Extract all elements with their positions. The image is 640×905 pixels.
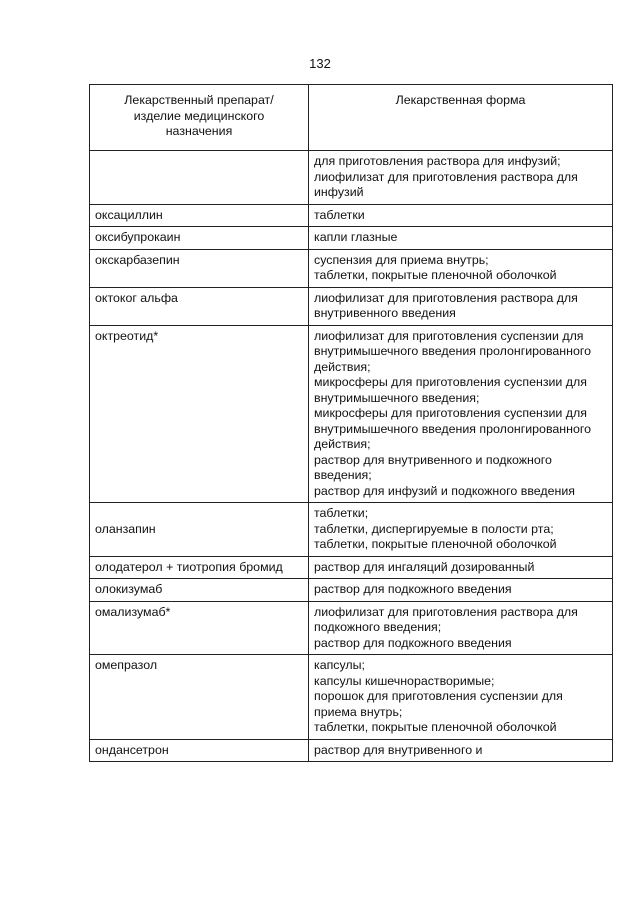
header-form: Лекарственная форма: [309, 85, 613, 151]
drug-name: ондансетрон: [90, 739, 309, 762]
dosage-forms: капли глазные: [309, 227, 613, 250]
table-row: [90, 204, 613, 227]
drug-name: оксибупрокаин: [90, 227, 309, 250]
table-row: [90, 287, 613, 325]
table-row: [90, 579, 613, 602]
table-row: [90, 227, 613, 250]
drug-name: олокизумаб: [90, 579, 309, 602]
table-row: [90, 325, 613, 503]
drug-name: октреотид*: [90, 325, 309, 503]
dosage-forms: раствор для ингаляций дозированный: [309, 556, 613, 579]
drug-forms-table: [89, 84, 613, 762]
table-row: [90, 249, 613, 287]
drug-name: октоког альфа: [90, 287, 309, 325]
table-header-row: [90, 85, 613, 151]
dosage-forms: лиофилизат для приготовления раствора для подкожного введения; раствор для подкожного введения: [309, 601, 613, 655]
table-row: [90, 151, 613, 205]
table-row: [90, 601, 613, 655]
dosage-forms: для приготовления раствора для инфузий; лиофилизат для приготовления раствора для инфузий: [309, 151, 613, 205]
dosage-forms: суспензия для приема внутрь; таблетки, покрытые пленочной оболочкой: [309, 249, 613, 287]
table-row: [90, 556, 613, 579]
header-drug: Лекарственный препарат/ изделие медицинского назначения: [90, 85, 309, 151]
table-row: [90, 655, 613, 740]
drug-name: окскарбазепин: [90, 249, 309, 287]
drug-name: омепразол: [90, 655, 309, 740]
dosage-forms: таблетки: [309, 204, 613, 227]
dosage-forms: раствор для подкожного введения: [309, 579, 613, 602]
page-number: 132: [309, 56, 331, 71]
dosage-forms: капсулы; капсулы кишечнорастворимые; порошок для приготовления суспензии для приема внутрь; таблетки, покрытые пленочной оболочкой: [309, 655, 613, 740]
drug-name: оланзапин: [90, 503, 309, 557]
table-row: [90, 739, 613, 762]
drug-name: омализумаб*: [90, 601, 309, 655]
table-row: [90, 503, 613, 557]
dosage-forms: таблетки; таблетки, диспергируемые в полости рта; таблетки, покрытые пленочной оболочкой: [309, 503, 613, 557]
drug-name: [90, 151, 309, 205]
dosage-forms: раствор для внутривенного и: [309, 739, 613, 762]
drug-name: олодатерол + тиотропия бромид: [90, 556, 309, 579]
dosage-forms: лиофилизат для приготовления раствора для внутривенного введения: [309, 287, 613, 325]
drug-name: оксациллин: [90, 204, 309, 227]
dosage-forms: лиофилизат для приготовления суспензии для внутримышечного введения пролонгированного действия; микросферы для приготовления суспензии для внутримышечного введения; микросферы для приготовления суспензии для внутримышечного введения пролонгированного действия; раствор для внутривенного и подкожного введения; раствор для инфузий и подкожного введения: [309, 325, 613, 503]
